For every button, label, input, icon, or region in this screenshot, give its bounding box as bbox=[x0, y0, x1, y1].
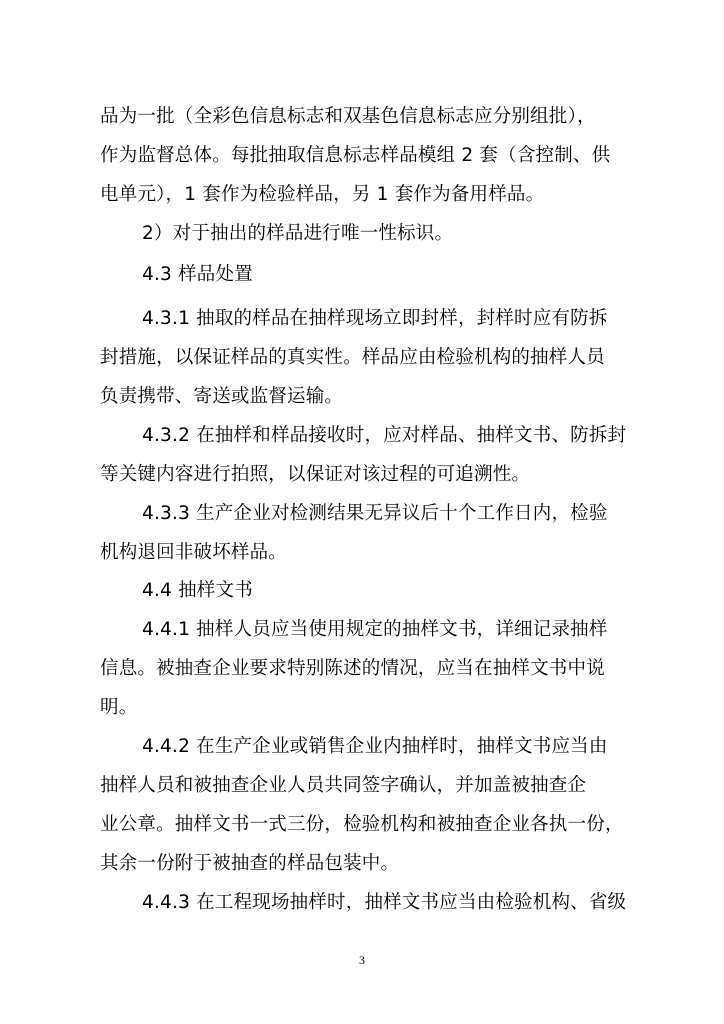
text-line-1: 品为一批（全彩色信息标志和双基色信息标志应分别组批）， bbox=[100, 106, 596, 127]
page-number: 3 bbox=[359, 953, 365, 967]
paragraph-4-3-1-line-3: 负责携带、寄送或监督运输。 bbox=[100, 386, 344, 407]
paragraph-4-3-1-line-2: 封措施，以保证样品的真实性。样品应由检验机构的抽样人员 bbox=[100, 347, 605, 368]
section-heading-4-3: 4.3 样品处置 bbox=[142, 264, 253, 285]
paragraph-4-3-2-line-2: 等关键内容进行拍照，以保证对该过程的可追溯性。 bbox=[100, 464, 531, 485]
paragraph-4-3-3-line-1: 4.3.3 生产企业对检测结果无异议后十个工作日内，检验 bbox=[142, 503, 608, 524]
paragraph-4-3-3-line-2: 机构退回非破坏样品。 bbox=[100, 542, 288, 563]
text-line-3: 电单元），1 套作为检验样品，另 1 套作为备用样品。 bbox=[100, 184, 545, 205]
paragraph-4-3-1-line-1: 4.3.1 抽取的样品在抽样现场立即封样，封样时应有防拆 bbox=[142, 308, 608, 329]
paragraph-4-3-2-line-1: 4.3.2 在抽样和样品接收时，应对样品、抽样文书、防拆封 bbox=[142, 425, 627, 446]
paragraph-4-4-1-line-1: 4.4.1 抽样人员应当使用规定的抽样文书，详细记录抽样 bbox=[142, 619, 608, 640]
paragraph-4-4-2-line-3: 业公章。抽样文书一式三份，检验机构和被抽查企业各执一份， bbox=[100, 814, 624, 835]
paragraph-4-4-1-line-3: 明。 bbox=[100, 697, 138, 718]
text-line-2: 作为监督总体。每批抽取信息标志样品模组 2 套（含控制、供 bbox=[100, 145, 611, 166]
paragraph-4-4-2-line-2: 抽样人员和被抽查企业人员共同签字确认，并加盖被抽查企 bbox=[100, 775, 587, 796]
paragraph-4-4-1-line-2: 信息。被抽查企业要求特别陈述的情况，应当在抽样文书中说 bbox=[100, 658, 605, 679]
paragraph-4-4-2-line-4: 其余一份附于被抽查的样品包装中。 bbox=[100, 853, 400, 874]
section-heading-4-4: 4.4 抽样文书 bbox=[142, 580, 253, 601]
paragraph-4-4-3-line-1: 4.4.3 在工程现场抽样时，抽样文书应当由检验机构、省级 bbox=[142, 892, 627, 913]
list-item-2: 2）对于抽出的样品进行唯一性标识。 bbox=[142, 223, 454, 244]
paragraph-4-4-2-line-1: 4.4.2 在生产企业或销售企业内抽样时，抽样文书应当由 bbox=[142, 736, 608, 757]
